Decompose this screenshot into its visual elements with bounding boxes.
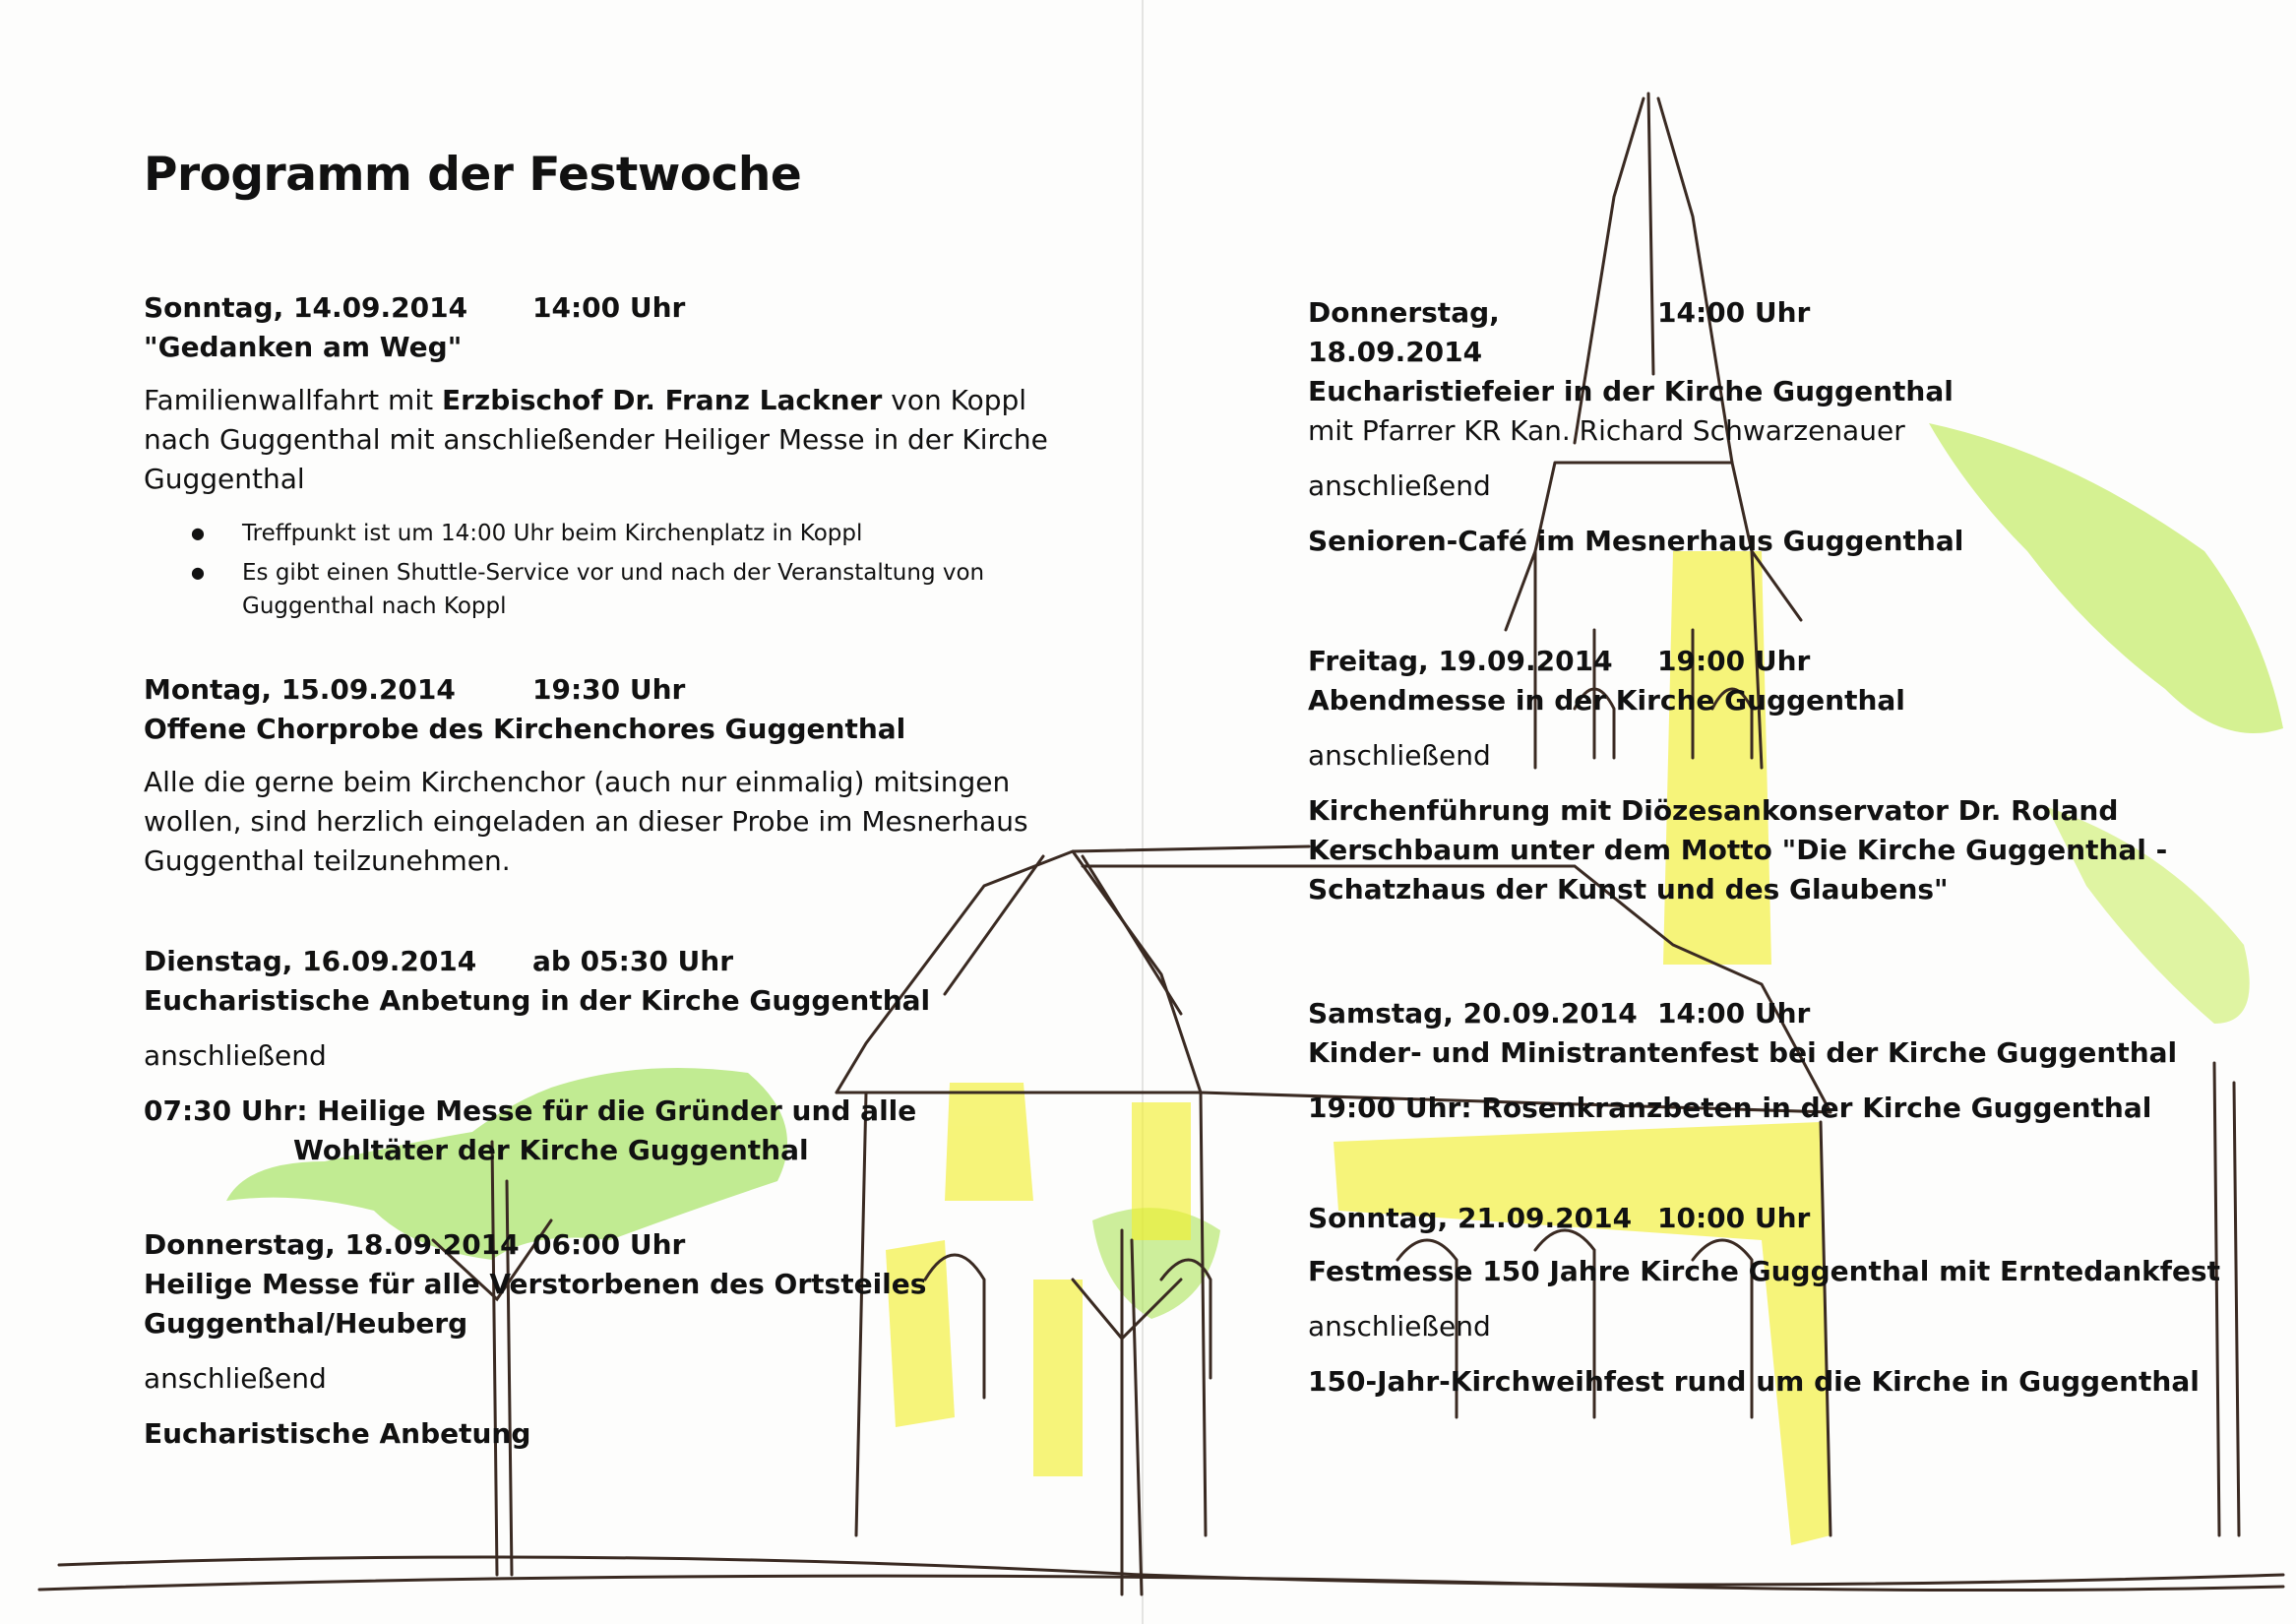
event-time: ab 05:30 Uhr xyxy=(532,945,734,977)
bullet-item: ● Treffpunkt ist um 14:00 Uhr beim Kirchenplatz in Koppl xyxy=(242,517,1059,550)
event-sunday-21 xyxy=(1308,1199,2223,1402)
event-saturday-20 xyxy=(1308,994,2223,1128)
event-follow-up: 19:00 Uhr: Rosenkranzbeten in der Kirche Guggenthal xyxy=(1308,1092,2152,1124)
follow-line: Wohltäter der Kirche Guggenthal xyxy=(293,1134,809,1166)
event-thursday-18-afternoon xyxy=(1308,293,2223,561)
desc-bold: Erzbischof Dr. Franz Lackner xyxy=(441,384,883,416)
event-header xyxy=(1308,293,2223,372)
event-time: 10:00 Uhr xyxy=(1657,1202,1811,1234)
event-bullets xyxy=(144,517,1059,623)
right-column xyxy=(1308,293,2223,1402)
event-title: Offene Chorprobe des Kirchenchores Guggenthal xyxy=(144,713,906,745)
event-time: 14:00 Uhr xyxy=(532,291,686,324)
event-header xyxy=(144,670,1059,710)
event-header xyxy=(1308,1199,2223,1238)
event-description xyxy=(144,381,1059,499)
bullet-item: ● Es gibt einen Shuttle-Service vor und nach der Veranstaltung von Guggenthal nach Koppl xyxy=(242,556,1059,623)
event-date: Dienstag, 16.09.2014 xyxy=(144,945,477,977)
event-header xyxy=(1308,642,2223,681)
event-time: 14:00 Uhr xyxy=(1657,997,1811,1030)
event-afterwards: anschließend xyxy=(144,1039,327,1072)
event-afterwards: anschließend xyxy=(1308,1310,1491,1343)
event-follow-up xyxy=(144,1092,1059,1170)
event-title: "Gedanken am Weg" xyxy=(144,331,463,363)
event-follow-up: 150-Jahr-Kirchweihfest rund um die Kirche in Guggenthal xyxy=(1308,1365,2200,1398)
event-afterwards: anschließend xyxy=(1308,469,1491,502)
event-date: Montag, 15.09.2014 xyxy=(144,673,456,706)
page-title: Programm der Festwoche xyxy=(144,148,802,202)
event-time: 06:00 Uhr xyxy=(532,1228,686,1261)
event-afterwards: anschließend xyxy=(144,1362,327,1395)
event-subtitle: mit Pfarrer KR Kan. Richard Schwarzenauer xyxy=(1308,414,1905,447)
event-monday-15 xyxy=(144,670,1059,881)
event-thursday-18-morning xyxy=(144,1225,1059,1454)
event-afterwards: anschließend xyxy=(1308,739,1491,772)
event-date: Donnerstag, 18.09.2014 xyxy=(144,1228,520,1261)
event-title: Eucharistiefeier in der Kirche Guggenthal xyxy=(1308,375,1954,407)
event-follow-up: Eucharistische Anbetung xyxy=(144,1417,531,1450)
event-header xyxy=(144,942,1059,981)
follow-line: 07:30 Uhr: Heilige Messe für die Gründer und alle xyxy=(144,1094,917,1127)
event-description: Alle die gerne beim Kirchenchor (auch nur einmalig) mitsingen wollen, sind herzlich eingeladen an dieser Probe im Mesnerhaus Guggenthal teilzunehmen. xyxy=(144,766,1028,877)
event-header xyxy=(1308,994,2223,1033)
event-date: Sonntag, 14.09.2014 xyxy=(144,291,468,324)
event-title: Eucharistische Anbetung in der Kirche Guggenthal xyxy=(144,984,931,1017)
event-follow-up: Senioren-Café im Mesnerhaus Guggenthal xyxy=(1308,525,1964,557)
event-title: Heilige Messe für alle Verstorbenen des Ortsteiles Guggenthal/Heuberg xyxy=(144,1268,927,1340)
event-tuesday-16 xyxy=(144,942,1059,1170)
event-title: Festmesse 150 Jahre Kirche Guggenthal mit Erntedankfest xyxy=(1308,1255,2220,1287)
event-time: 19:30 Uhr xyxy=(532,673,686,706)
event-date: Donnerstag, 18.09.2014 xyxy=(1308,296,1500,368)
event-friday-19 xyxy=(1308,642,2223,909)
event-follow-up: Kirchenführung mit Diözesankonservator Dr. Roland Kerschbaum unter dem Motto "Die Kirche Guggenthal - Schatzhaus der Kunst und des Glaubens" xyxy=(1308,794,2168,906)
event-title: Abendmesse in der Kirche Guggenthal xyxy=(1308,684,1905,717)
event-header xyxy=(144,288,1059,328)
event-date: Sonntag, 21.09.2014 xyxy=(1308,1202,1633,1234)
desc-post: von Koppl nach Guggenthal mit anschließender Heiliger Messe in der Kirche Guggenthal xyxy=(144,384,1048,495)
event-time: 14:00 Uhr xyxy=(1657,296,1811,329)
left-column xyxy=(144,148,1059,1454)
event-date: Samstag, 20.09.2014 xyxy=(1308,997,1638,1030)
event-date: Freitag, 19.09.2014 xyxy=(1308,645,1613,677)
event-sunday-14 xyxy=(144,288,1059,623)
event-header xyxy=(144,1225,1059,1265)
event-time: 19:00 Uhr xyxy=(1657,645,1811,677)
event-title: Kinder- und Ministrantenfest bei der Kirche Guggenthal xyxy=(1308,1036,2178,1069)
desc-pre: Familienwallfahrt mit xyxy=(144,384,442,416)
